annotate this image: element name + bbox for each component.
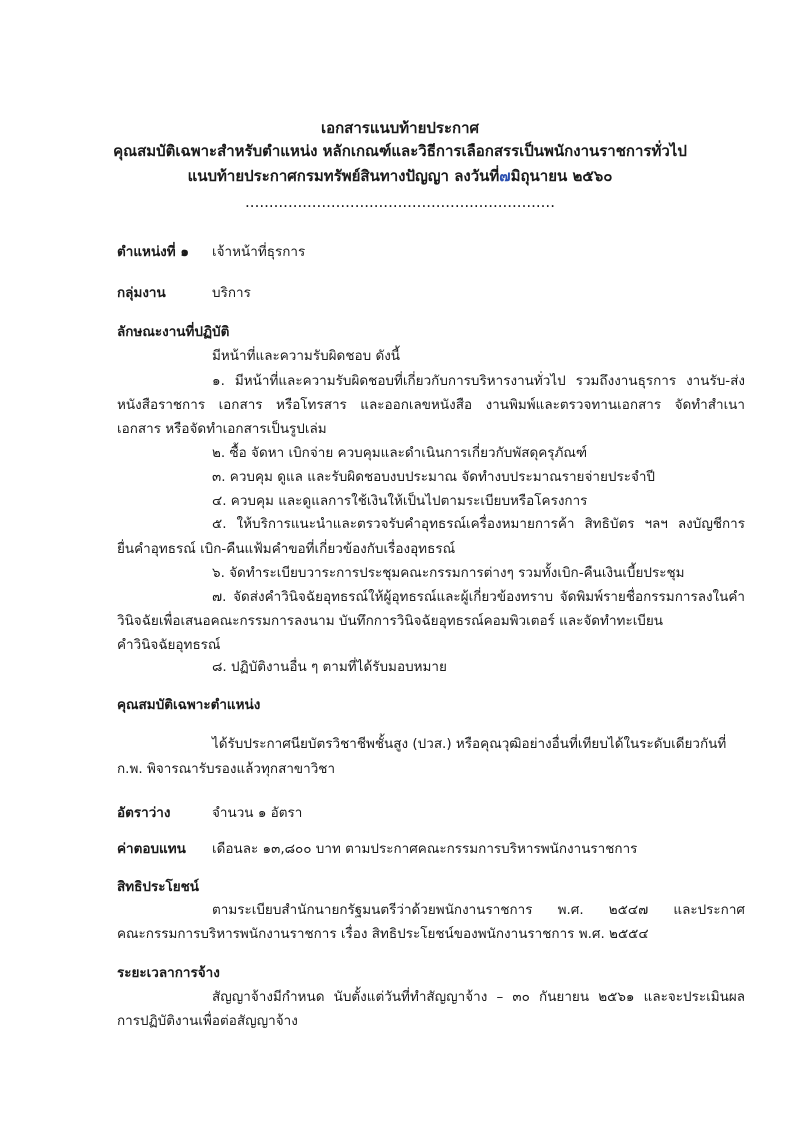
- duty-line: หนังสือราชการ เอกสาร หรือโทรสาร และออกเลขหนังสือ งานพิมพ์และตรวจทานเอกสาร จัดทำสำเนา: [117, 397, 745, 413]
- duty-line: ๒. ซื้อ จัดหา เบิกจ่าย ควบคุมและดำเนินการเกี่ยวกับพัสดุครุภัณฑ์: [212, 445, 588, 461]
- document-subtitle: คุณสมบัติเฉพาะสำหรับตำแหน่ง หลักเกณฑ์และวิธีการเลือกสรรเป็นพนักงานราชการทั่วไป: [113, 142, 687, 160]
- duty-line: ๘. ปฏิบัติงานอื่น ๆ ตามที่ได้รับมอบหมาย: [212, 659, 447, 675]
- document-title: เอกสารแนบท้ายประกาศ: [320, 119, 480, 137]
- duties-intro: มีหน้าที่และความรับผิดชอบ ดังนี้: [212, 348, 401, 364]
- term-heading: ระยะเวลาการจ้าง: [117, 965, 220, 981]
- salary-value: เดือนละ ๑๓,๘๐๐ บาท ตามประกาศคณะกรรมการบริหารพนักงานราชการ: [212, 841, 638, 857]
- duty-line: ๖. จัดทำระเบียบวาระการประชุมคณะกรรมการต่างๆ รวมทั้งเบิก-คืนเงินเบี้ยประชุม: [212, 565, 685, 581]
- duty-line: ๕. ให้บริการแนะนำและตรวจรับคำอุทธรณ์เครื่องหมายการค้า สิทธิบัตร ฯลฯ ลงบัญชีการ: [212, 516, 745, 532]
- term-line: การปฏิบัติงานเพื่อต่อสัญญาจ้าง: [117, 1013, 298, 1029]
- qualification-line: ก.พ. พิจารณารับรองแล้วทุกสาขาวิชา: [117, 761, 336, 777]
- vacancy-value: จำนวน ๑ อัตรา: [212, 805, 303, 821]
- duty-line: ยื่นคำอุทธรณ์ เบิก-คืนแฟ้มคำขอที่เกี่ยวข้องกับเรื่องอุทธรณ์: [117, 541, 456, 557]
- group-label: กลุ่มงาน: [117, 285, 166, 301]
- duty-line: ๑. มีหน้าที่และความรับผิดชอบที่เกี่ยวกับการบริหารงานทั่วไป รวมถึงงานธุรการ งานรับ-ส่ง: [212, 373, 745, 389]
- duties-heading: ลักษณะงานที่ปฏิบัติ: [117, 324, 230, 340]
- duty-line: เอกสาร หรือจัดทำเอกสารเป็นรูปเล่ม: [117, 421, 327, 437]
- benefits-line: ตามระเบียบสำนักนายกรัฐมนตรีว่าด้วยพนักงานราชการ พ.ศ. ๒๕๔๗ และประกาศ: [212, 902, 745, 918]
- announcement-date-line: [0, 167, 800, 185]
- separator-dots: .................................................................: [245, 193, 555, 211]
- benefits-heading: สิทธิประโยชน์: [117, 879, 200, 895]
- qualification-line: ได้รับประกาศนียบัตรวิชาชีพชั้นสูง (ปวส.) หรือคุณวุฒิอย่างอื่นที่เทียบได้ในระดับเดียวกันที่: [212, 736, 727, 752]
- duty-line: ๔. ควบคุม และดูแลการใช้เงินให้เป็นไปตามระเบียบหรือโครงการ: [212, 493, 588, 509]
- vacancy-label: อัตราว่าง: [117, 805, 171, 821]
- handwritten-day: ๗: [499, 167, 511, 185]
- duty-line: ๗. จัดส่งคำวินิจฉัยอุทธรณ์ให้ผู้อุทธรณ์และผู้เกี่ยวข้องทราบ จัดพิมพ์รายชื่อกรรมการลงในคำ: [212, 589, 745, 605]
- duty-line: วินิจฉัยเพื่อเสนอคณะกรรมการลงนาม บันทึกการวินิจฉัยอุทธรณ์คอมพิวเตอร์ และจัดทำทะเบียน: [117, 613, 664, 629]
- duty-line: ๓. ควบคุม ดูแล และรับผิดชอบงบประมาณ จัดทำงบประมาณรายจ่ายประจำปี: [212, 469, 656, 485]
- position-value: เจ้าหน้าที่ธุรการ: [212, 244, 306, 260]
- duty-line: คำวินิจฉัยอุทธรณ์: [117, 637, 221, 653]
- term-line: สัญญาจ้างมีกำหนด นับตั้งแต่วันที่ทำสัญญาจ้าง – ๓๐ กันยายน ๒๕๖๑ และจะประเมินผล: [212, 989, 745, 1005]
- qualification-heading: คุณสมบัติเฉพาะตำแหน่ง: [117, 697, 261, 713]
- date-suffix: มิถุนายน ๒๕๖๐: [510, 167, 613, 185]
- date-prefix: แนบท้ายประกาศกรมทรัพย์สินทางปัญญา ลงวันที่: [187, 167, 500, 185]
- group-value: บริการ: [212, 285, 251, 301]
- salary-label: ค่าตอบแทน: [117, 841, 186, 857]
- benefits-line: คณะกรรมการบริหารพนักงานราชการ เรื่อง สิทธิประโยชน์ของพนักงานราชการ พ.ศ. ๒๕๕๔: [117, 926, 649, 942]
- position-label: ตำแหน่งที่ ๑: [117, 244, 189, 260]
